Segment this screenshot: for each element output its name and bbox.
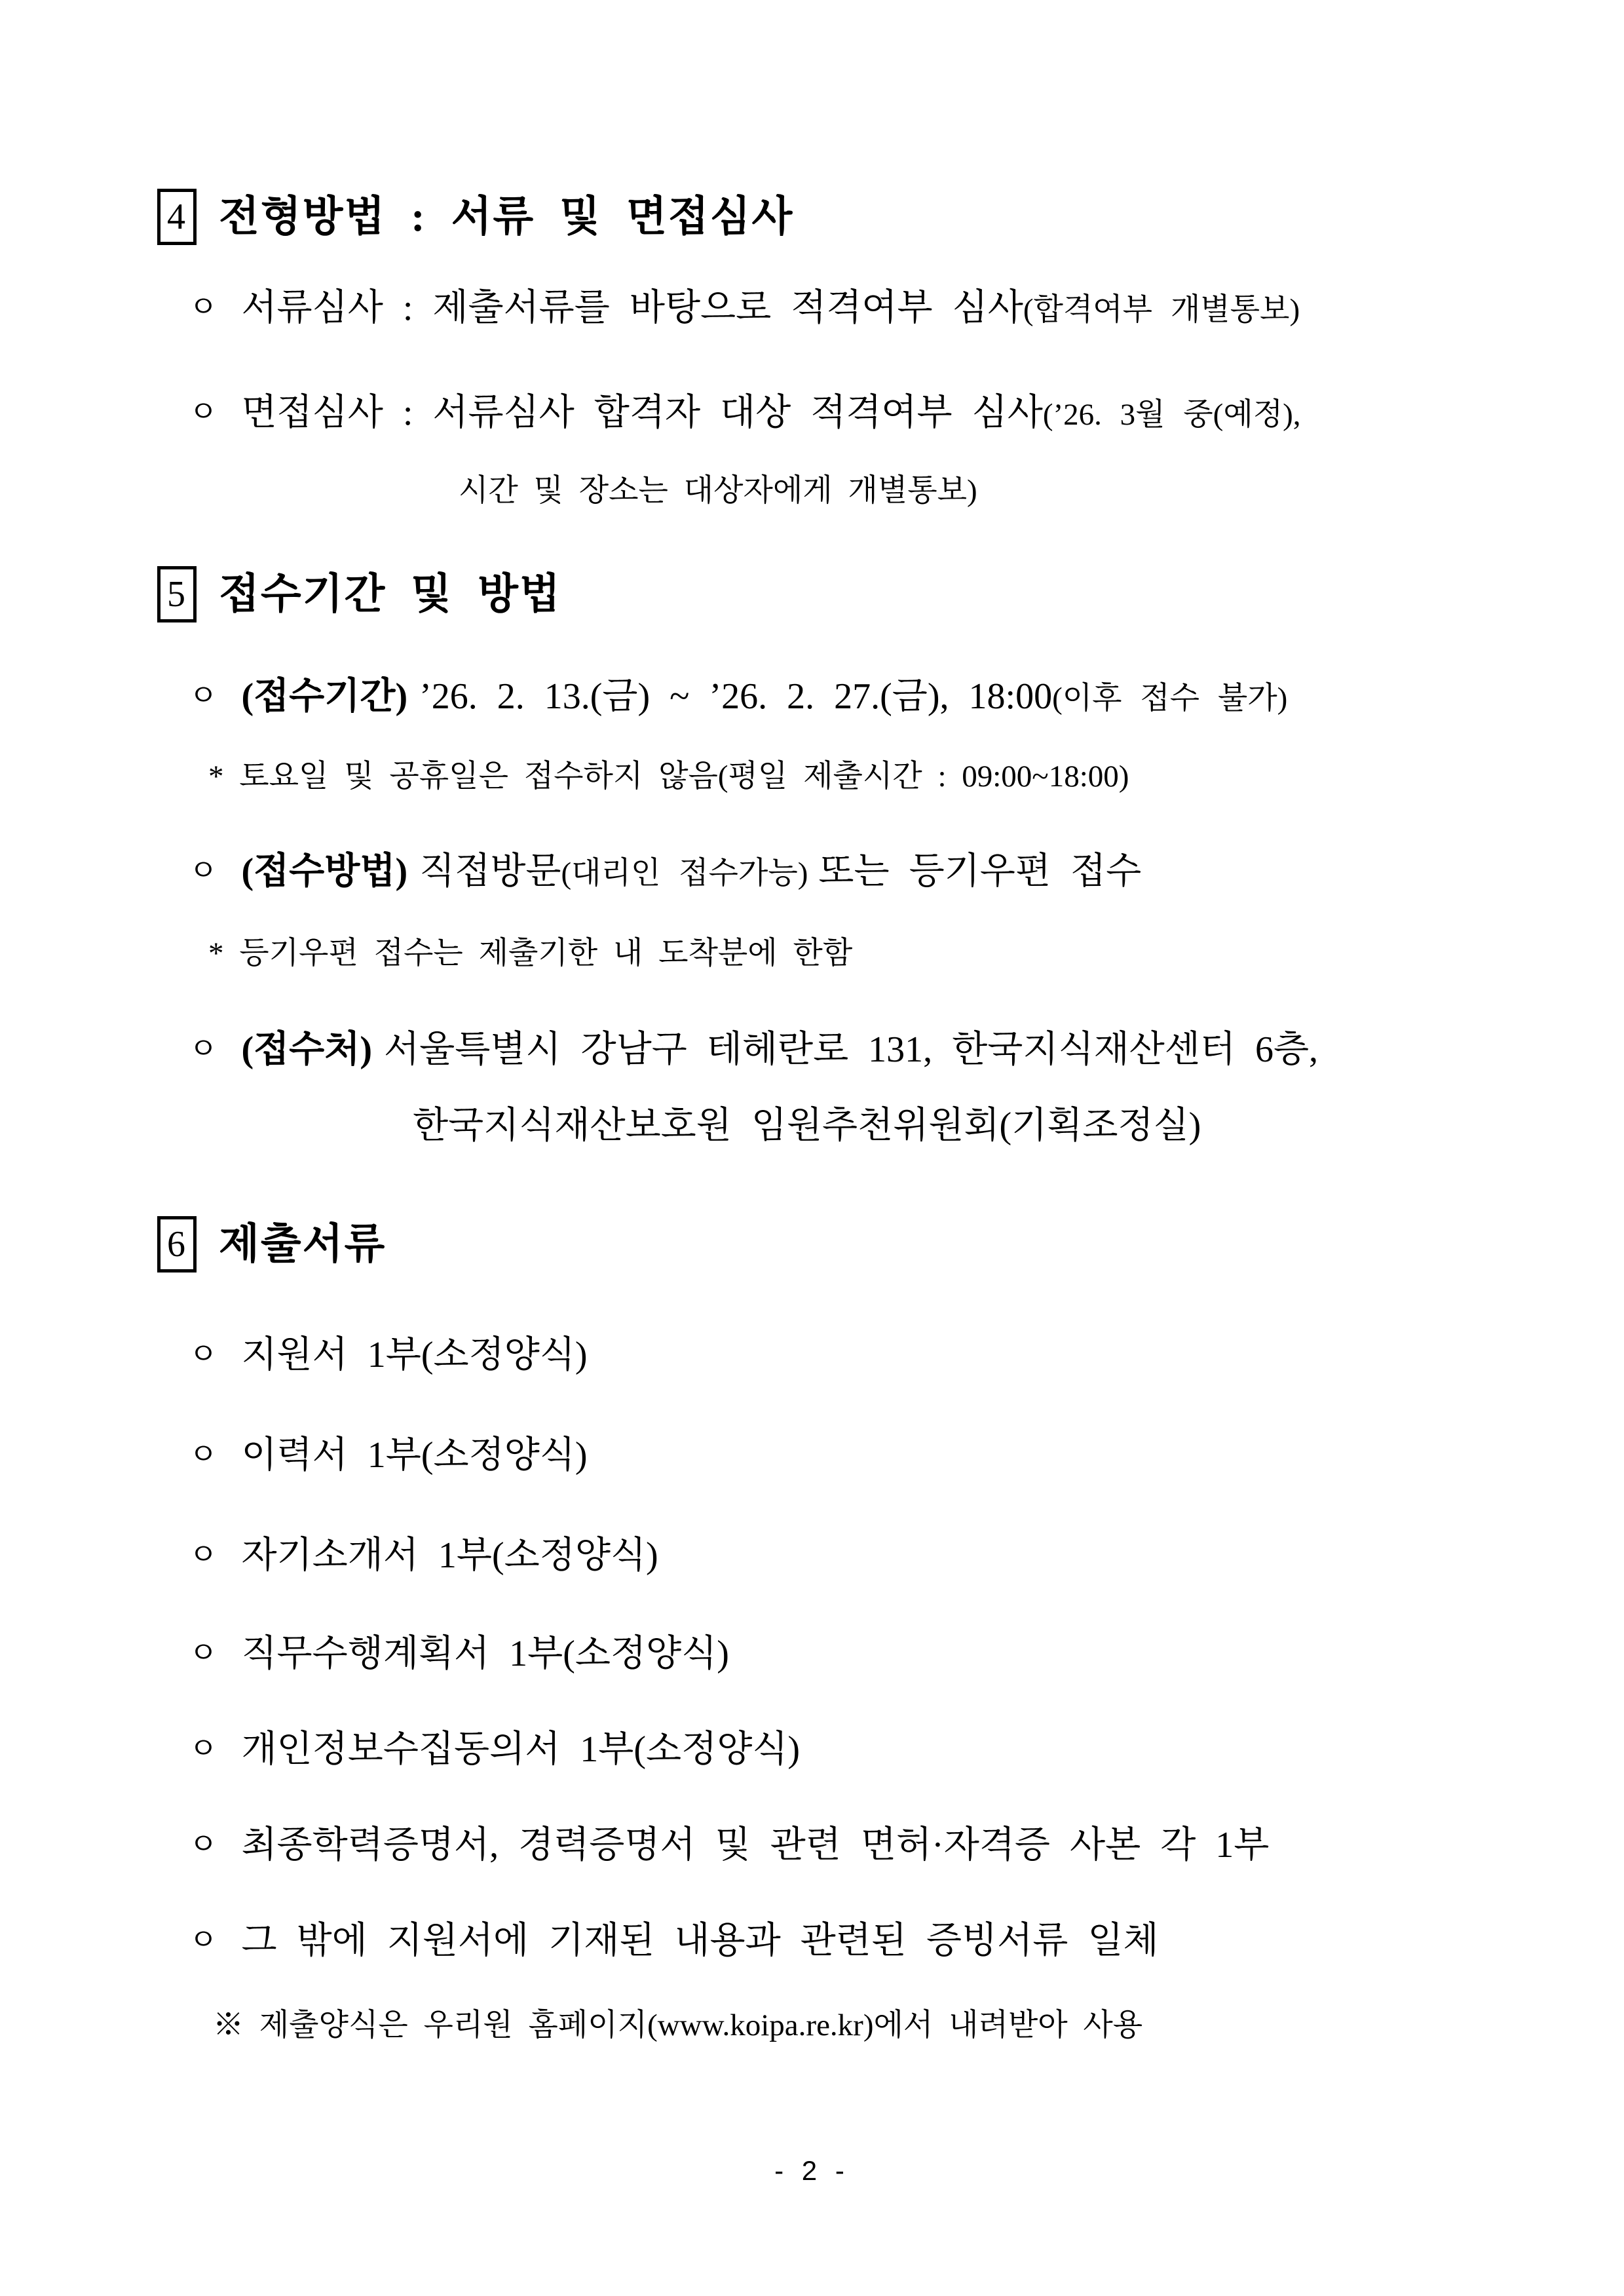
submission-item-certificates <box>189 1827 1269 1864</box>
page-number <box>0 2157 1624 2185</box>
bullet-paren: (이후 접수 불가) <box>1052 681 1288 716</box>
section-6-number-box: 6 <box>157 1216 197 1272</box>
bullet-label: (접수기간) <box>241 676 408 717</box>
bullet-document-screening <box>189 290 1300 326</box>
note-text: * 등기우편 접수는 제출기한 내 도착분에 한함 <box>208 936 853 970</box>
submission-item-privacy-consent <box>189 1731 800 1768</box>
circle-bullet-marker: ㅇ <box>189 1923 218 1957</box>
submission-item-job-plan <box>189 1636 729 1672</box>
bullet-paren: (’26. 3월 중(예정), <box>1042 398 1301 432</box>
submission-item-supporting-docs <box>189 1923 1159 1959</box>
bullet-interview-screening <box>189 394 1301 431</box>
bullet-text: 서울특별시 강남구 테헤란로 131, 한국지식재산센터 6층, <box>384 1029 1319 1070</box>
continuation-text: 시간 및 장소는 대상자에게 개별통보) <box>459 474 977 508</box>
section-6-heading <box>157 1216 386 1272</box>
note-text: * 토요일 및 공휴일은 접수하지 않음(평일 제출시간 : 09:00~18:00) <box>208 759 1129 794</box>
item-text: 직무수행계획서 1부(소정양식) <box>241 1634 729 1674</box>
note-text: ※ 제출양식은 우리원 홈페이지(www.koipa.re.kr)에서 내려받아 사용 <box>213 2008 1143 2042</box>
application-address-continuation <box>413 1107 1201 1144</box>
circle-bullet-marker: ㅇ <box>189 1732 218 1765</box>
section-5-title: 접수기간 및 방법 <box>219 571 561 617</box>
circle-bullet-marker: ㅇ <box>189 679 218 712</box>
item-text: 최종학력증명서, 경력증명서 및 관련 면허·자격증 사본 각 1부 <box>241 1825 1270 1866</box>
bullet-text: ’26. 2. 13.(금) ~ ’26. 2. 27.(금), 18:00 <box>419 676 1053 717</box>
interview-screening-continuation <box>459 476 977 507</box>
bullet-application-method <box>189 853 1141 890</box>
section-5-number-box: 5 <box>157 566 197 622</box>
bullet-label: (접수방법) <box>241 851 408 892</box>
item-text: 자기소개서 1부(소정양식) <box>241 1535 658 1576</box>
circle-bullet-marker: ㅇ <box>189 290 218 324</box>
bullet-text: 서류심사 : 제출서류를 바탕으로 적격여부 심사 <box>241 288 1023 328</box>
bullet-label: (접수처) <box>241 1029 373 1070</box>
circle-bullet-marker: ㅇ <box>189 1538 218 1571</box>
section-5-heading <box>157 566 561 622</box>
circle-bullet-marker: ㅇ <box>189 1827 218 1861</box>
item-text: 지원서 1부(소정양식) <box>241 1335 588 1375</box>
bullet-text-2: 또는 등기우편 접수 <box>818 851 1142 892</box>
item-text: 개인정보수집동의서 1부(소정양식) <box>241 1729 801 1770</box>
submission-item-application-form <box>189 1337 588 1373</box>
item-text: 이력서 1부(소정양식) <box>241 1435 588 1476</box>
submission-item-self-introduction <box>189 1537 658 1574</box>
application-method-note <box>208 938 852 969</box>
application-period-note <box>208 761 1129 792</box>
bullet-text: 직접방문 <box>419 851 561 892</box>
section-4-number-box: 4 <box>157 189 197 245</box>
circle-bullet-marker: ㅇ <box>189 1636 218 1670</box>
page-number-text: - 2 - <box>774 2155 850 2186</box>
item-text: 그 밖에 지원서에 기재된 내용과 관련된 증빙서류 일체 <box>241 1921 1159 1961</box>
circle-bullet-marker: ㅇ <box>189 395 218 429</box>
circle-bullet-marker: ㅇ <box>189 854 218 887</box>
submission-forms-note <box>213 2010 1142 2041</box>
circle-bullet-marker: ㅇ <box>189 1032 218 1065</box>
section-4-heading <box>157 189 793 245</box>
circle-bullet-marker: ㅇ <box>189 1438 218 1471</box>
section-6-title: 제출서류 <box>219 1221 387 1267</box>
bullet-application-period <box>189 678 1287 715</box>
bullet-application-address <box>189 1031 1318 1068</box>
bullet-text: 면접심사 : 서류심사 합격자 대상 적격여부 심사 <box>241 392 1043 433</box>
section-4-title: 전형방법 : 서류 및 면접심사 <box>219 193 794 240</box>
bullet-paren: (합격여부 개별통보) <box>1023 293 1300 327</box>
circle-bullet-marker: ㅇ <box>189 1337 218 1371</box>
continuation-text: 한국지식재산보호원 임원추천위원회(기획조정실) <box>413 1105 1201 1146</box>
submission-item-resume <box>189 1437 588 1474</box>
bullet-paren: (대리인 접수가능) <box>561 856 808 890</box>
